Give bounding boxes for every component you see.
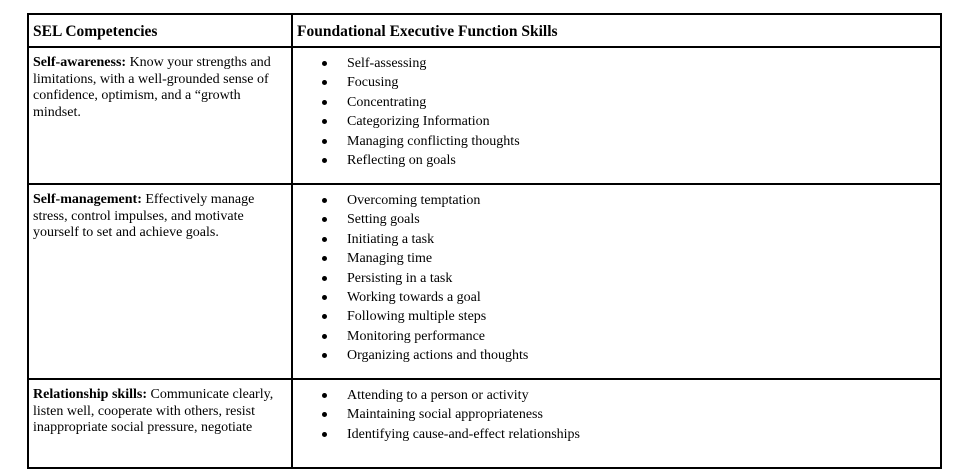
header-sel-competencies: SEL Competencies <box>28 14 292 47</box>
competency-name: Relationship skills: <box>33 387 147 402</box>
list-item: Organizing actions and thoughts <box>322 346 940 365</box>
list-item: Concentrating <box>322 93 940 112</box>
skills-cell-relationship-skills <box>292 379 941 468</box>
bullet-icon <box>322 237 327 242</box>
list-item: Self-assessing <box>322 54 940 73</box>
list-item: Overcoming temptation <box>322 191 940 210</box>
bullet-icon <box>322 100 327 105</box>
list-item: Working towards a goal <box>322 288 940 307</box>
competency-cell-relationship-skills <box>28 379 292 468</box>
list-item: Monitoring performance <box>322 327 940 346</box>
skill-list <box>293 191 940 366</box>
bullet-icon <box>322 432 327 437</box>
list-item: Setting goals <box>322 210 940 229</box>
bullet-icon <box>322 412 327 417</box>
list-item: Following multiple steps <box>322 307 940 326</box>
skill-list <box>293 54 940 170</box>
competency-name: Self-awareness: <box>33 55 127 70</box>
bullet-icon <box>322 314 327 319</box>
competency-description: Communicate clearly, listen well, cooperate with others, resist inappropriate social pressure, negotiate <box>33 387 274 435</box>
skill-list <box>293 386 940 444</box>
bullet-icon <box>322 158 327 163</box>
bullet-icon <box>322 119 327 124</box>
header-executive-function-skills: Foundational Executive Function Skills <box>292 14 941 47</box>
table-row <box>28 379 941 468</box>
bullet-icon <box>322 295 327 300</box>
bullet-icon <box>322 353 327 358</box>
list-item: Categorizing Information <box>322 112 940 131</box>
competency-cell-self-management <box>28 184 292 379</box>
list-item: Identifying cause-and-effect relationships <box>322 425 940 444</box>
bullet-icon <box>322 256 327 261</box>
bullet-icon <box>322 198 327 203</box>
list-item: Focusing <box>322 73 940 92</box>
list-item: Maintaining social appropriateness <box>322 405 940 424</box>
list-item: Persisting in a task <box>322 269 940 288</box>
competency-description: Know your strengths and limitations, with a well-grounded sense of confidence, optimism, and a “growth mindset. <box>33 55 271 120</box>
bullet-icon <box>322 276 327 281</box>
competency-description: Effectively manage stress, control impulses, and motivate yourself to set and achieve goals. <box>33 192 255 240</box>
bullet-icon <box>322 61 327 66</box>
skills-cell-self-management <box>292 184 941 379</box>
bullet-icon <box>322 139 327 144</box>
skills-cell-self-awareness <box>292 47 941 184</box>
list-item: Attending to a person or activity <box>322 386 940 405</box>
bullet-icon <box>322 393 327 398</box>
bullet-icon <box>322 80 327 85</box>
table-row <box>28 184 941 379</box>
table-header-row <box>28 14 941 47</box>
list-item: Reflecting on goals <box>322 151 940 170</box>
competency-cell-self-awareness <box>28 47 292 184</box>
list-item: Initiating a task <box>322 230 940 249</box>
competency-name: Self-management: <box>33 192 142 207</box>
bullet-icon <box>322 217 327 222</box>
bullet-icon <box>322 334 327 339</box>
list-item: Managing time <box>322 249 940 268</box>
table-row <box>28 47 941 184</box>
list-item: Managing conflicting thoughts <box>322 132 940 151</box>
sel-competencies-table <box>27 13 942 469</box>
